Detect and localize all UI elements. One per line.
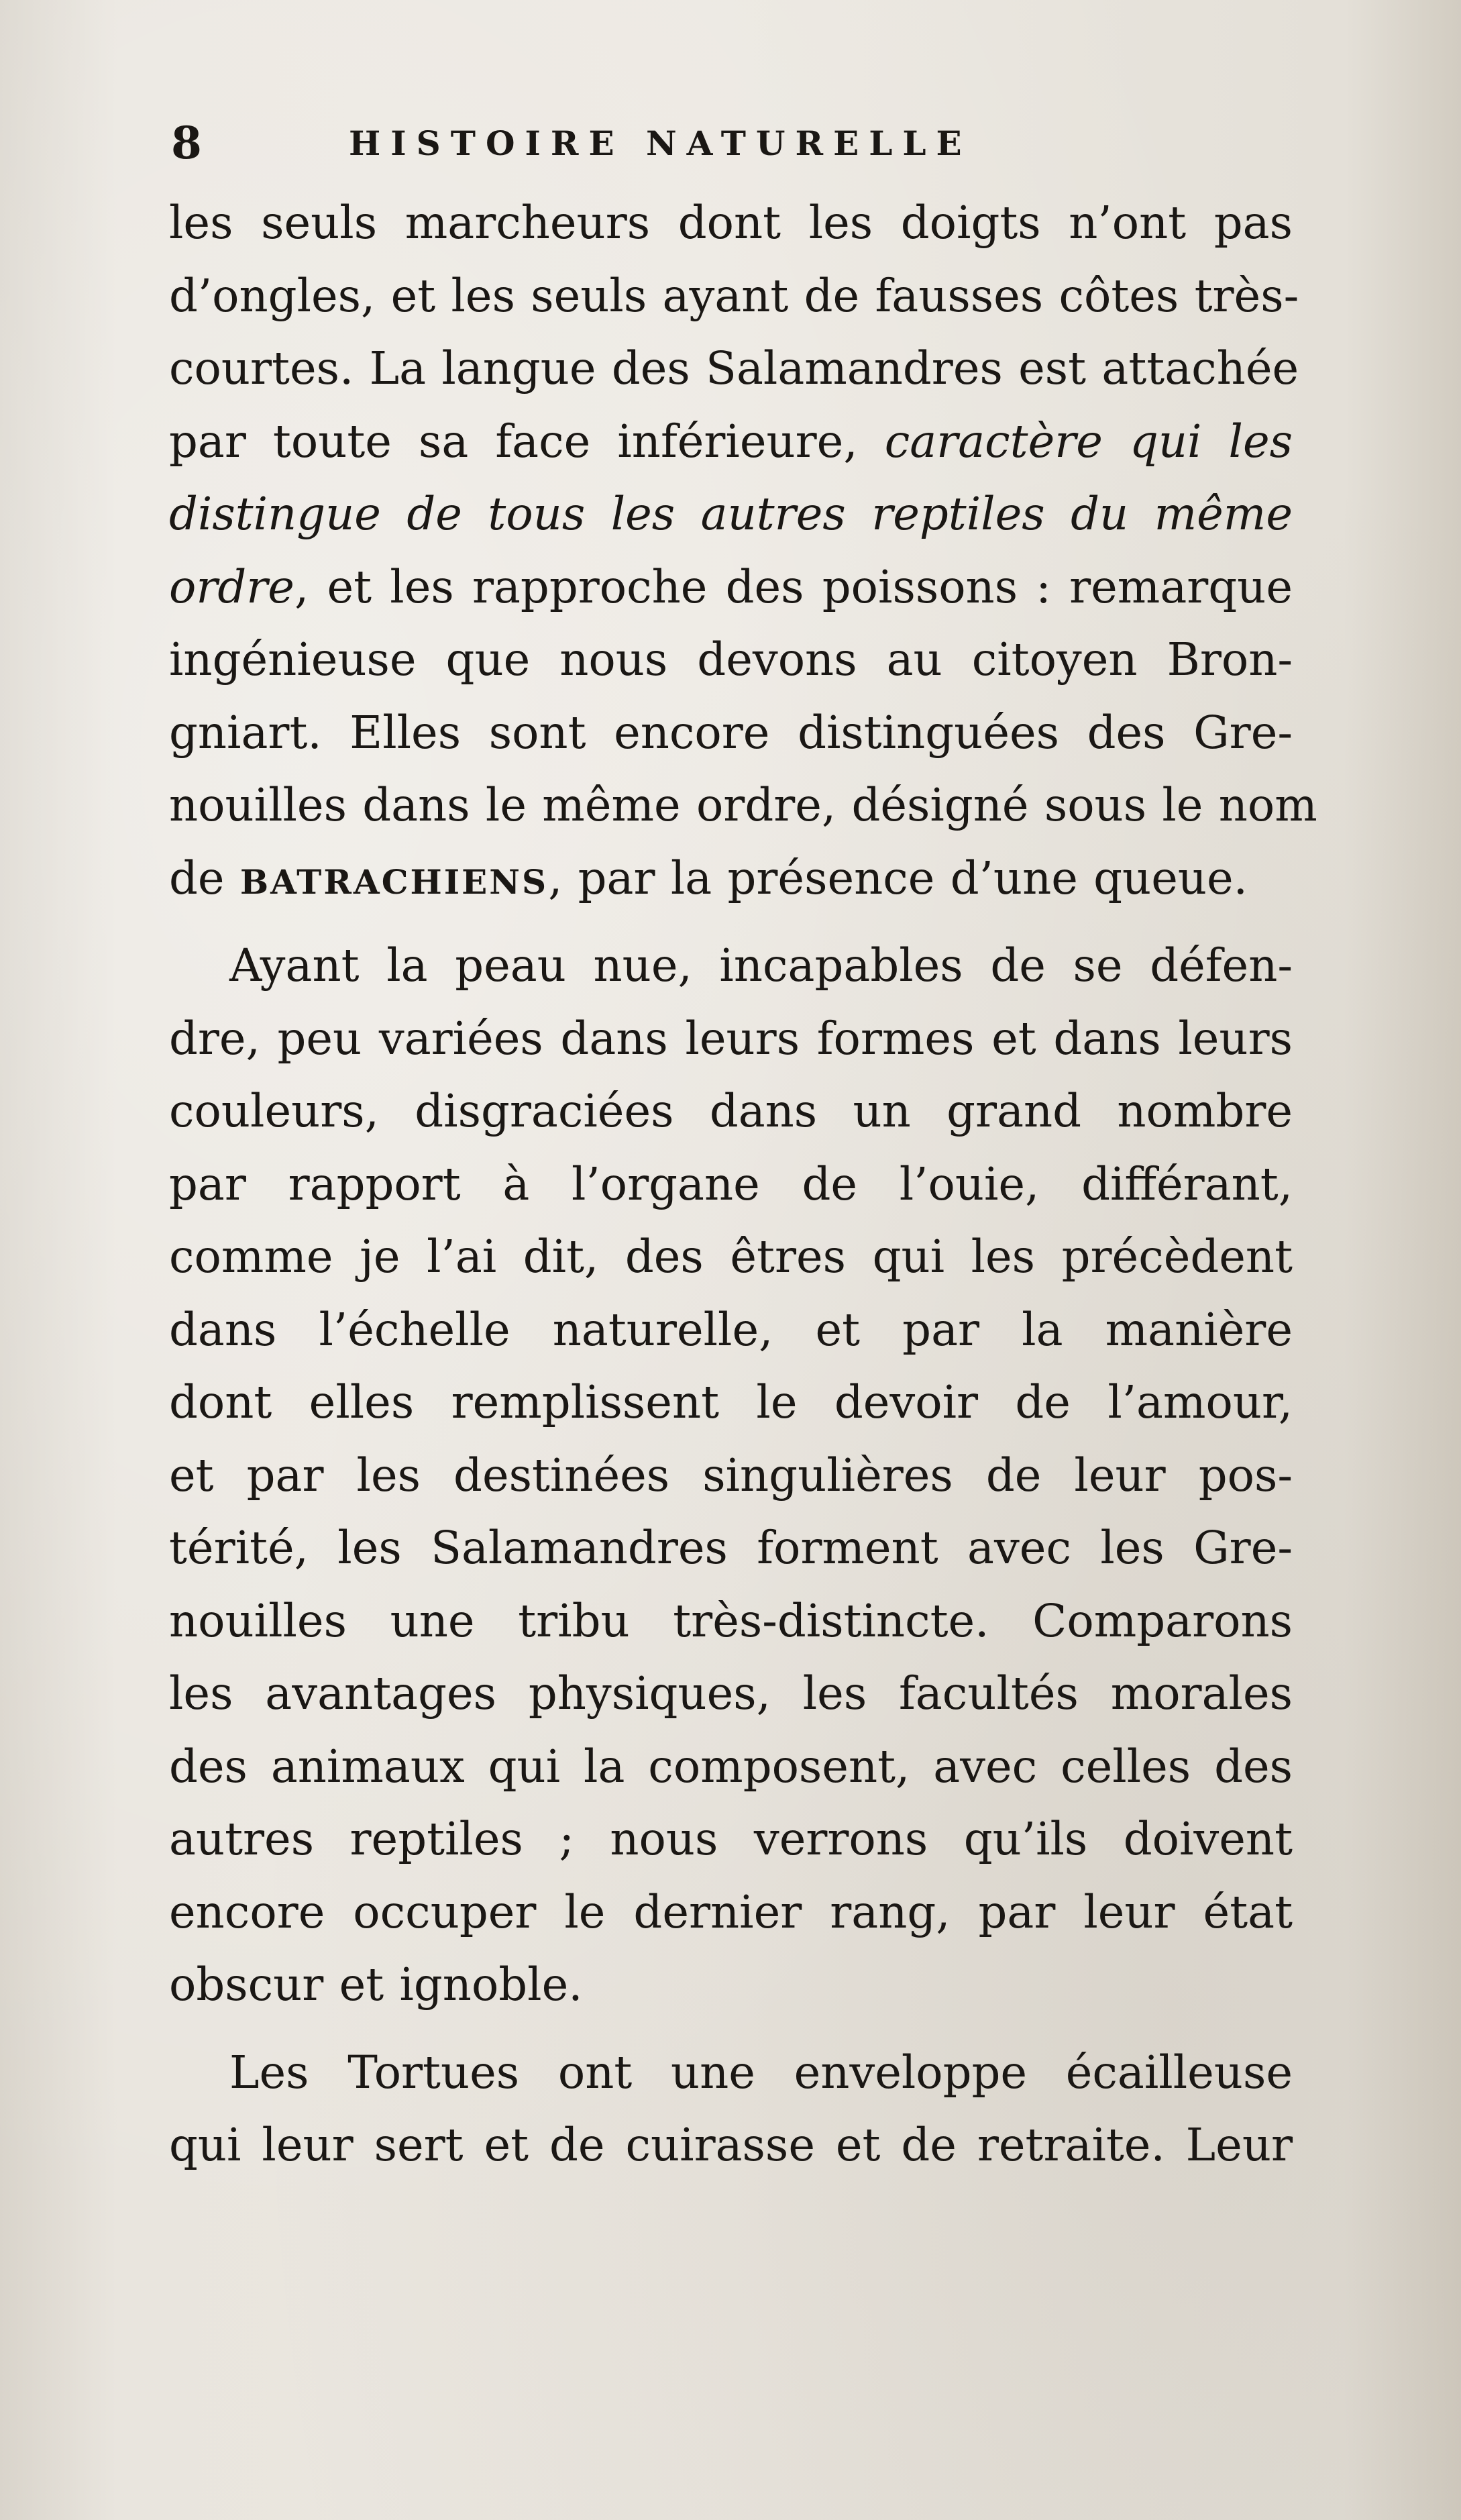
- text-line: [169, 1002, 1293, 1075]
- paragraph-gap: [169, 914, 1293, 929]
- text-line: [169, 623, 1293, 696]
- text-line: [169, 1439, 1293, 1512]
- text-segment: ingénieuse que nous devons au citoyen Bron-: [169, 633, 1293, 686]
- text-segment: nouilles une tribu très-distincte. Comparons: [169, 1594, 1293, 1647]
- text-segment: Les Tortues ont une enveloppe écailleuse: [229, 2046, 1293, 2099]
- text-segment: les avantages physiques, les facultés morales: [169, 1667, 1293, 1720]
- text-segment: Ayant la peau nue, incapables de se défen-: [229, 939, 1293, 992]
- text-line: [169, 1876, 1293, 1949]
- italic-text: caractère qui les: [884, 415, 1293, 468]
- text-line: [169, 1220, 1293, 1294]
- text-line: [169, 842, 1293, 915]
- text-segment: les seuls marcheurs dont les doigts n’ont pas: [169, 197, 1293, 249]
- text-line: [169, 332, 1299, 405]
- text-segment: des animaux qui la composent, avec celles des: [169, 1740, 1293, 1793]
- text-segment: , par la présence d’une queue.: [548, 851, 1248, 904]
- text-segment: autres reptiles ; nous verrons qu’ils doivent: [169, 1813, 1293, 1865]
- text-line: [169, 478, 1293, 551]
- small-caps-text: BATRACHIENS: [239, 861, 549, 902]
- text-line: [169, 1512, 1293, 1585]
- text-line: [169, 187, 1293, 260]
- paragraph: [169, 2036, 1293, 2182]
- text-segment: comme je l’ai dit, des êtres qui les précèdent: [169, 1230, 1293, 1283]
- text-segment: gniart. Elles sont encore distinguées des Gre-: [169, 706, 1293, 759]
- italic-text: distingue de tous les autres reptiles du même: [169, 488, 1293, 540]
- text-line: [169, 1585, 1293, 1658]
- text-line: [169, 2109, 1293, 2182]
- text-line: [169, 1657, 1293, 1730]
- text-segment: , et les rapproche des poissons : remarque: [294, 560, 1293, 613]
- text-line: [169, 1148, 1293, 1221]
- paragraph: [169, 929, 1293, 2022]
- text-line: [169, 2036, 1293, 2109]
- text-segment: courtes. La langue des Salamandres est attachée: [169, 342, 1299, 395]
- text-line: [169, 1948, 1293, 2022]
- italic-text: ordre: [169, 560, 294, 613]
- text-line: [169, 696, 1293, 770]
- text-line: [169, 551, 1293, 624]
- text-segment: par toute sa face inférieure,: [169, 415, 885, 468]
- page-header: [171, 113, 1124, 173]
- text-segment: dont elles remplissent le devoir de l’amour,: [169, 1376, 1293, 1428]
- text-segment: de: [169, 851, 240, 904]
- text-line: [169, 1730, 1293, 1803]
- text-segment: encore occuper le dernier rang, par leur état: [169, 1885, 1293, 1938]
- text-line: [169, 260, 1299, 333]
- page-number: 8: [171, 117, 202, 169]
- text-line: [169, 1803, 1293, 1876]
- running-head: HISTOIRE NATURELLE: [349, 123, 972, 163]
- text-line: [169, 1075, 1293, 1148]
- text-line: [169, 1294, 1293, 1367]
- text-segment: térité, les Salamandres forment avec les Gre-: [169, 1522, 1293, 1574]
- text-segment: dre, peu variées dans leurs formes et dans leurs: [169, 1012, 1293, 1065]
- text-segment: obscur et ignoble.: [169, 1958, 583, 2011]
- text-segment: nouilles dans le même ordre, désigné sous le nom: [169, 779, 1317, 831]
- text-segment: par rapport à l’organe de l’ouie, différant,: [169, 1157, 1293, 1210]
- text-line: [169, 1366, 1293, 1439]
- text-line: [169, 929, 1293, 1002]
- text-segment: d’ongles, et les seuls ayant de fausses côtes très-: [169, 269, 1299, 322]
- body-text: [169, 187, 1317, 2182]
- text-line: [169, 769, 1317, 842]
- paragraph-gap: [169, 2022, 1293, 2036]
- text-segment: dans l’échelle naturelle, et par la manière: [169, 1303, 1293, 1356]
- text-segment: qui leur sert et de cuirasse et de retraite. Leur: [169, 2119, 1293, 2171]
- text-segment: et par les destinées singulières de leur pos-: [169, 1449, 1293, 1502]
- text-segment: couleurs, disgraciées dans un grand nombre: [169, 1085, 1293, 1137]
- paragraph: [169, 187, 1317, 914]
- text-line: [169, 405, 1293, 478]
